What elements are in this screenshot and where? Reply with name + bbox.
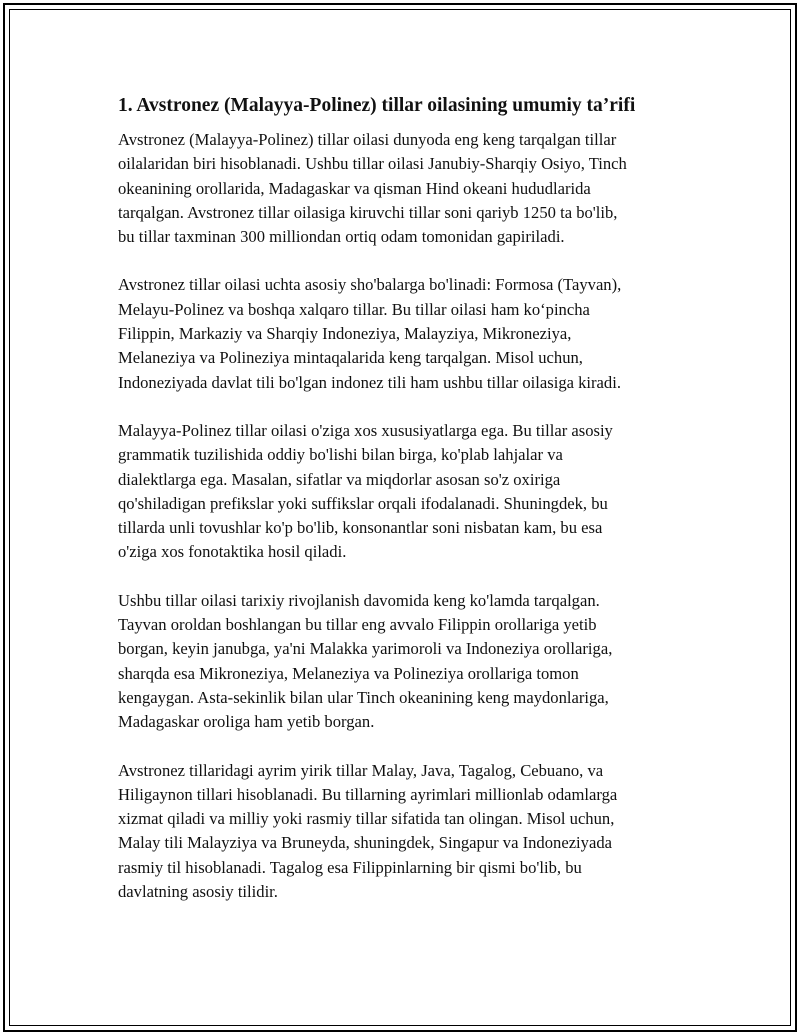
section-heading: 1. Avstronez (Malayya-Polinez) tillar oilasining umumiy ta’rifi <box>118 95 636 116</box>
text-line: Malay tili Malayziya va Bruneyda, shuningdek, Singapur va Indoneziyada <box>118 833 612 853</box>
text-line: Indoneziyada davlat tili bo'lgan indonez tili ham ushbu tillar oilasiga kiradi. <box>118 372 621 392</box>
text-line: tillarda unli tovushlar ko'p bo'lib, konsonantlar soni nisbatan kam, bu esa <box>118 518 603 538</box>
paragraph-3 <box>118 419 698 565</box>
text-line: borgan, keyin janubga, ya'ni Malakka yarimoroli va Indoneziya orollariga, <box>118 639 613 659</box>
text-line: Avstronez tillar oilasi uchta asosiy sho'balarga bo'linadi: Formosa (Tayvan), <box>118 275 622 295</box>
paragraph-4 <box>118 589 698 735</box>
text-line: Malayya-Polinez tillar oilasi o'ziga xos xususiyatlarga ega. Bu tillar asosiy <box>118 420 613 440</box>
text-line: dialektlarga ega. Masalan, sifatlar va miqdorlar asosan so'z oxiriga <box>118 469 561 489</box>
text-line: Melayu-Polinez va boshqa xalqaro tillar. Bu tillar oilasi ham ko‘pincha <box>118 299 590 319</box>
text-line: davlatning asosiy tilidir. <box>118 882 278 902</box>
document-body <box>118 92 698 928</box>
text-line: Filippin, Markaziy va Sharqiy Indoneziya, Malayziya, Mikroneziya, <box>118 324 572 344</box>
text-line: Madagaskar oroliga ham yetib borgan. <box>118 712 375 732</box>
text-line: tarqalgan. Avstronez tillar oilasiga kiruvchi tillar soni qariyb 1250 ta bo'lib, <box>118 202 618 222</box>
text-line: bu tillar taxminan 300 milliondan ortiq odam tomonidan gapiriladi. <box>118 227 565 247</box>
paragraph-5 <box>118 759 698 905</box>
text-line: Hiligaynon tillari hisoblanadi. Bu tillarning ayrimlari millionlab odamlarga <box>118 784 618 804</box>
text-line: Tayvan oroldan boshlangan bu tillar eng avvalo Filippin orollariga yetib <box>118 615 597 635</box>
text-line: Melaneziya va Polineziya mintaqalarida keng tarqalgan. Misol uchun, <box>118 348 583 368</box>
paragraph-2 <box>118 273 698 394</box>
text-line: grammatik tuzilishida oddiy bo'lishi bilan birga, ko'plab lahjalar va <box>118 445 563 465</box>
text-line: xizmat qiladi va milliy yoki rasmiy tillar sifatida tan olingan. Misol uchun, <box>118 809 615 829</box>
text-line: Ushbu tillar oilasi tarixiy rivojlanish davomida keng ko'lamda tarqalgan. <box>118 590 600 610</box>
text-line: qo'shiladigan prefikslar yoki suffikslar orqali ifodalanadi. Shuningdek, bu <box>118 493 608 513</box>
paragraph-1 <box>118 128 698 249</box>
text-line: Avstronez tillaridagi ayrim yirik tillar Malay, Java, Tagalog, Cebuano, va <box>118 760 604 780</box>
text-line: Avstronez (Malayya-Polinez) tillar oilasi dunyoda eng keng tarqalgan tillar <box>118 130 617 149</box>
text-line: o'ziga xos fonotaktika hosil qiladi. <box>118 542 347 562</box>
text-line: sharqda esa Mikroneziya, Melaneziya va Polineziya orollariga tomon <box>118 663 579 683</box>
text-line: okeanining orollarida, Madagaskar va qisman Hind okeani hududlarida <box>118 178 591 198</box>
text-line: rasmiy til hisoblanadi. Tagalog esa Filippinlarning bir qismi bo'lib, bu <box>118 857 582 877</box>
text-line: kengaygan. Asta-sekinlik bilan ular Tinch okeanining keng maydonlariga, <box>118 687 609 707</box>
text-line: oilalaridan biri hisoblanadi. Ushbu tillar oilasi Janubiy-Sharqiy Osiyo, Tinch <box>118 154 627 174</box>
